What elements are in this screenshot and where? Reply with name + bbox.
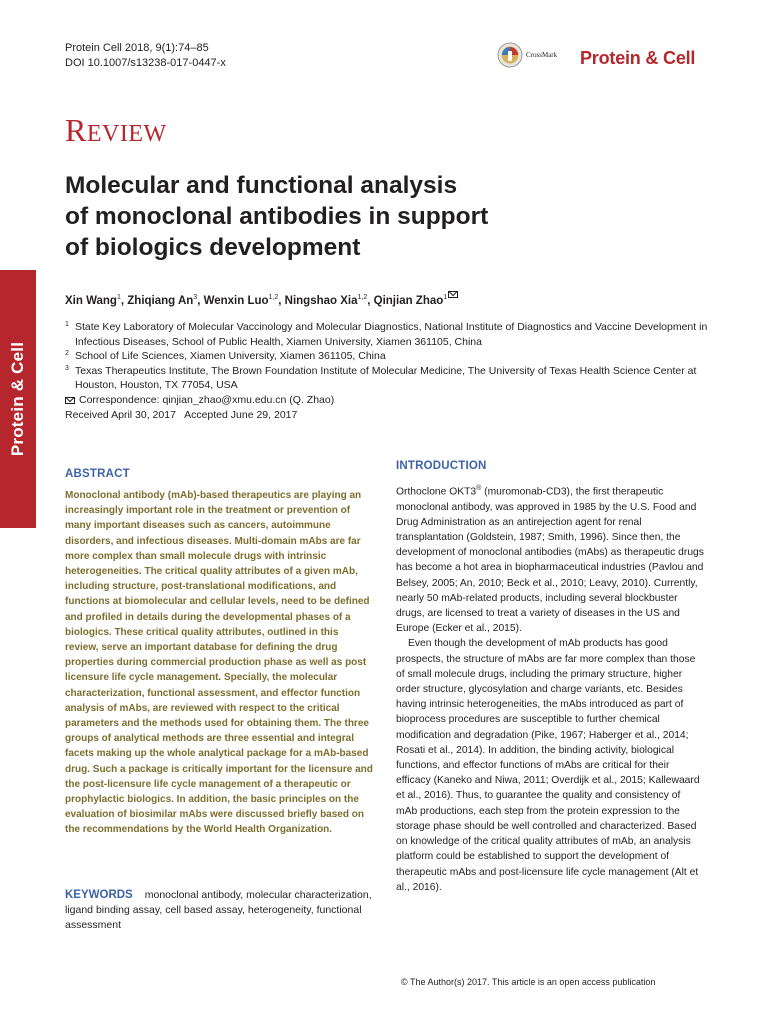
correspondence-text[interactable]: Correspondence: qinjian_zhao@xmu.edu.cn (Q. Zhao)	[79, 393, 335, 406]
introduction-heading: INTRODUCTION	[396, 460, 487, 472]
abstract-text: Monoclonal antibody (mAb)-based therapeutics are playing an increasingly important role in the treatment or prevention of many important diseases such as cancers, autoimmune disorders, and infectious diseases. Multi-domain mAbs are far more complex than small molecule drugs with intrinsic heterogeneities. The critical quality attributes of a given mAb, including structure, post-translational modifications, and functions at biomolecular and cellular levels, need to be defined and profiled in details during the developmental phases of a biologics. These critical quality attributes, outlined in this review, serve an important database for defining the drug properties during commercial production phase as well as post licensure life cycle management. Specially, the molecular characterization, functional assessment, and effector function analysis of mAbs, are reviewed with respect to the critical parameters and the methods used for obtaining them. The three groups of analytical methods are three essential and integral facets making up the whole analytical package for a mAb-based drug. Such a package is critically important for the licensure and the post-licensure life cycle management of a therapeutic or prophylactic biologics. In addition, the basic principles on the evaluation of biosimilar mAbs were discussed briefly based on the recommendations by the World Health Organization.	[65, 490, 373, 836]
affiliation-number: 3	[65, 364, 69, 372]
abstract-section	[65, 468, 373, 838]
author-name[interactable]: Zhiqiang An	[127, 295, 194, 307]
article-type-label	[65, 112, 167, 149]
affiliation-text: Texas Therapeutics Institute, The Brown Foundation Institute of Molecular Medicine, The University of Texas Health Science Center at Houston, Houston, TX 77054, USA	[75, 364, 697, 392]
author-name[interactable]: Ningshao Xia	[284, 295, 358, 307]
title-line: Molecular and functional analysis	[65, 172, 458, 199]
journal-side-tab	[0, 270, 36, 528]
journal-name-part2: Cell	[663, 48, 696, 68]
affiliation-number: 1	[65, 321, 69, 328]
citation-line: Protein Cell 2018, 9(1):74–85	[65, 42, 209, 54]
title-line: of biologics development	[65, 234, 361, 261]
envelope-icon[interactable]	[448, 291, 458, 298]
affiliation-item	[65, 320, 715, 349]
affiliation-item	[65, 349, 715, 364]
paragraph-text: (muromonab-CD3), the first therapeutic monoclonal antibody, was approved in 1985 by the U.S. Food and Drug Administration as an antirejection agent for renal transplantation (Goldstein, 1987; Smith, 1996). Since then, the development of monoclonal antibodies (mAbs) as therapeutic drugs has become a hot area in biopharmaceutical industries (Pavlou and Belsey, 2005; An, 2010; Beck et al., 2010; Leavy, 2010). Currently, nearly 50 mAb-related products, including several blockbuster drugs, are licensed to treat a variety of diseases in the US and Europe (Ecker et al., 2015).	[396, 486, 704, 635]
article-title	[65, 170, 685, 263]
author-list: Xin Wang$^1$, Zhiqiang An$^3$, Wenxin Luo$^{1,2}$, Ningshao Xia$^{1,2}$, Qinjian Zhao$^1$	[65, 291, 458, 307]
affiliation-number: 2	[65, 350, 69, 358]
title-line: of monoclonal antibodies in support	[65, 203, 489, 230]
author-affil-sup: 1	[116, 294, 121, 302]
affiliation-text: School of Life Sciences, Xiamen University, Xiamen 361105, China	[75, 350, 386, 363]
keywords-section	[65, 888, 373, 934]
author-name[interactable]: Wenxin Luo	[203, 295, 269, 307]
introduction-paragraph	[396, 481, 704, 636]
crossmark-icon	[497, 42, 523, 68]
crossmark-badge[interactable]	[497, 42, 557, 68]
envelope-icon	[65, 397, 75, 404]
affiliations	[65, 320, 715, 422]
article-type-rest: EVIEW	[86, 121, 167, 147]
author-affil-sup: 1,2	[357, 294, 368, 302]
journal-name-part1: Protein	[580, 48, 641, 68]
paragraph-text: Orthoclone OKT3	[396, 486, 477, 498]
author-affil-sup: 1,2	[268, 294, 279, 302]
doi-link[interactable]: DOI 10.1007/s13238-017-0447-x	[65, 57, 226, 69]
copyright-footer: © The Author(s) 2017. This article is an open access publication	[401, 977, 656, 987]
author-affil-sup: 3	[193, 294, 198, 302]
author-name[interactable]: Qinjian Zhao	[373, 295, 444, 307]
introduction-section	[396, 460, 704, 895]
abstract-heading: ABSTRACT	[65, 468, 130, 480]
crossmark-label: CrossMark	[526, 51, 558, 59]
author-name[interactable]: Xin Wang	[65, 295, 117, 307]
received-accepted-dates: Received April 30, 2017 Accepted June 29, 2017	[65, 408, 298, 421]
keywords-heading: KEYWORDS	[65, 889, 133, 901]
keywords-text: monoclonal antibody, molecular characterization, ligand binding assay, cell based assay, heterogeneity, functional assessment	[65, 889, 372, 932]
introduction-body	[396, 481, 704, 895]
affiliation-item	[65, 364, 715, 393]
article-type-initial: R	[65, 112, 87, 148]
correspondence	[65, 393, 715, 408]
journal-logo	[580, 48, 695, 69]
introduction-paragraph: Even though the development of mAb products has good prospects, the structure of mAbs are far more complex than those of small molecule drugs, including the primary structure, higher order structure, glycosylation and charge variants, etc. Besides having intrinsic heterogeneities, the mAbs introduced as part of bioprocess procedures are susceptible to further chemical modification and degradation (Pike, 1967; Haberger et al., 2014; Rosati et al., 2014). In addition, the binding activity, biological functions, and effector functions of mAbs are critical for their efficacy (Kaneko and Niwa, 2011; Overdijk et al., 2015; Kallewaard et al., 2016). Thus, to guarantee the quality and consistency of mAb productions, each step from the protein expression to the storage phase should be well controlled and characterized. Based on knowledge of the critical quality attributes of mAb, an analysis platform could be established to support the development of therapeutic mAbs and post-licensure life cycle management (Alt et al., 2016).	[396, 638, 700, 893]
affiliation-text: State Key Laboratory of Molecular Vaccinology and Molecular Diagnostics, National Institute of Diagnostics and Vaccine Development in Infectious Diseases, School of Public Health, Xiamen University, Xiamen 361105, China	[75, 321, 708, 348]
citation-block	[65, 41, 226, 71]
journal-name-amp: &	[640, 48, 664, 68]
registered-mark: ®	[476, 485, 482, 492]
side-tab-label: Protein & Cell	[8, 341, 27, 457]
author-affil-sup: 1	[443, 294, 448, 302]
